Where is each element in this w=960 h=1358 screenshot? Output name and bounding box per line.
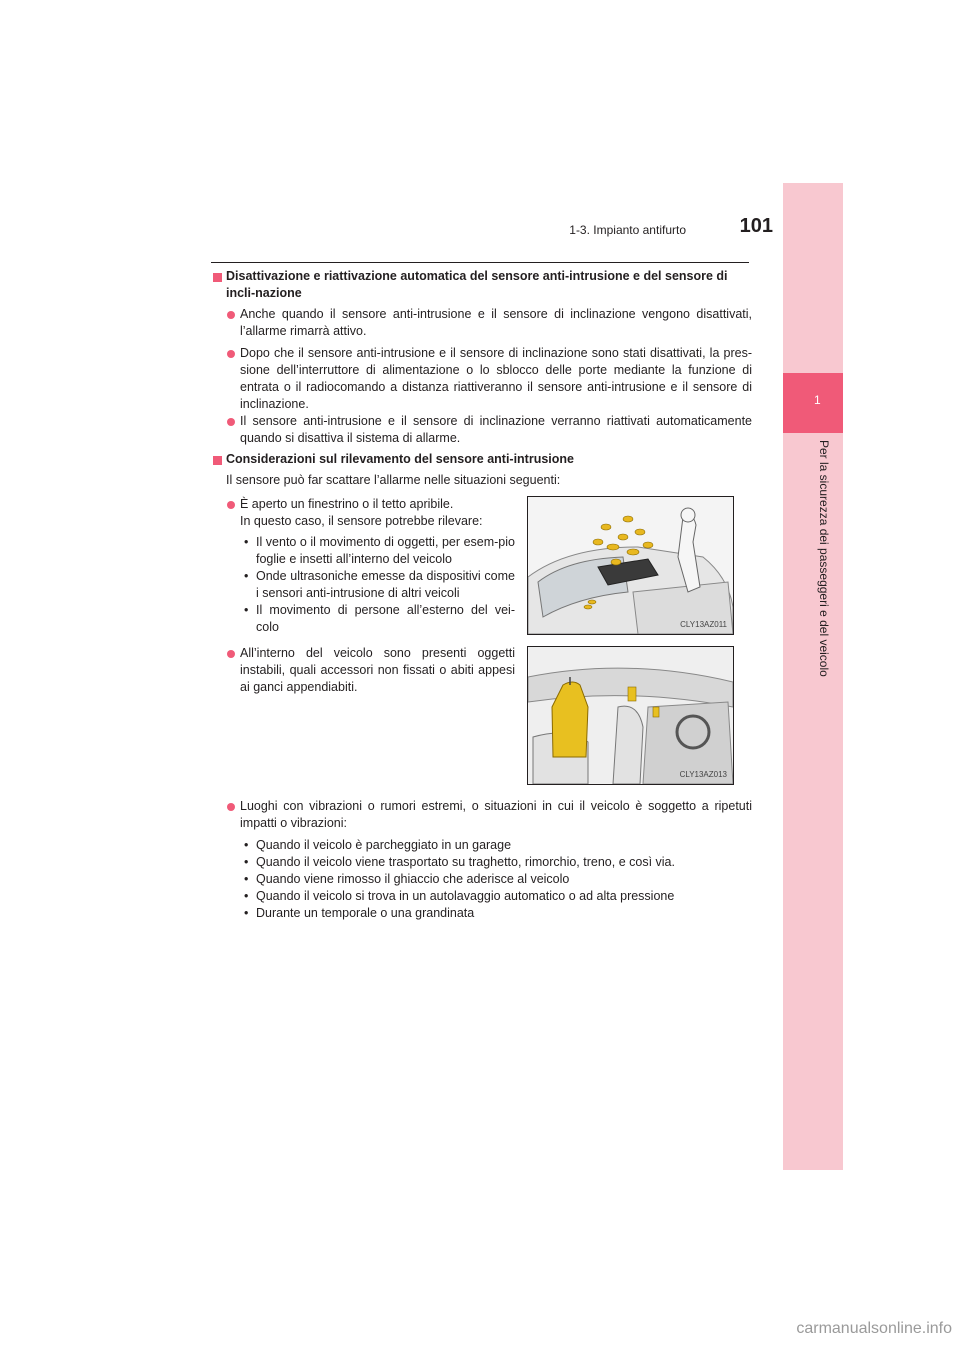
sub-bullet-marker: • (244, 603, 249, 617)
bullet-text: Luoghi con vibrazioni o rumori estremi, o situazioni in cui il veicolo è soggetto a ripetuti impatti o vibrazioni: (240, 799, 752, 830)
chapter-tab (783, 373, 843, 433)
sunroof-leaves-illustration (527, 496, 734, 635)
watermark: carmanualsonline.info (796, 1320, 952, 1337)
sub-bullet-marker: • (244, 872, 249, 886)
chapter-title: Per la sicurezza dei passeggeri e del veicolo (817, 440, 831, 677)
sub-bullet-text: Quando il veicolo si trova in un autolavaggio automatico o ad alta pressione (256, 889, 675, 903)
figure-code: CLY13AZ013 (679, 770, 727, 779)
car-sunroof-drawing (528, 497, 733, 634)
section-intro: Il sensore può far scattare l’allarme nelle situazioni seguenti: (226, 473, 561, 487)
bullet-icon (227, 311, 235, 319)
sub-bullet-text: Durante un temporale o una grandinata (256, 906, 475, 920)
bullet-text: Dopo che il sensore anti-intrusione e il sensore di inclinazione sono stati disattivati, la pres-sione dell’interruttore di alimentazione o lo sblocco delle porte mediante la funzione di entrata o il radiocomando a distanza riattiveranno il sensore anti-intrusione e il sensore di inclinazione. (240, 346, 752, 411)
sub-bullet-marker: • (244, 889, 249, 903)
bullet-text: All’interno del veicolo sono presenti oggetti instabili, quali accessori non fissati o abiti appesi ai ganci appendiabiti. (240, 646, 515, 694)
car-interior-drawing (528, 647, 733, 784)
chapter-number: 1 (814, 393, 821, 407)
bullet-text: In questo caso, il sensore potrebbe rilevare: (240, 514, 483, 528)
header-divider (211, 262, 749, 263)
page-number: 101 (739, 215, 773, 237)
bullet-text: Anche quando il sensore anti-intrusione e il sensore di inclinazione vengono disattivati, l’allarme rimarrà attivo. (240, 307, 752, 338)
sub-bullet-marker: • (244, 906, 249, 920)
sub-bullet-marker: • (244, 855, 249, 869)
sub-bullet-marker: • (244, 838, 249, 852)
bullet-icon (227, 418, 235, 426)
bullet-text: Il sensore anti-intrusione e il sensore di inclinazione verranno riattivati automaticamente quando si disattiva il sistema di allarme. (240, 414, 752, 445)
bullet-icon (227, 350, 235, 358)
section-square-icon (213, 456, 222, 465)
sub-bullet-text: Onde ultrasoniche emesse da dispositivi come i sensori anti-intrusione di altri veicoli (256, 569, 515, 600)
bullet-icon (227, 650, 235, 658)
sub-bullet-text: Il movimento di persone all’esterno del vei-colo (256, 603, 515, 634)
sub-bullet-text: Quando viene rimosso il ghiaccio che aderisce al veicolo (256, 872, 570, 886)
bullet-icon (227, 803, 235, 811)
sub-bullet-text: Quando il veicolo è parcheggiato in un garage (256, 838, 512, 852)
bullet-icon (227, 501, 235, 509)
section-square-icon (213, 273, 222, 282)
sub-bullet-marker: • (244, 535, 249, 549)
section-heading: Considerazioni sul rilevamento del sensore anti-intrusione (226, 452, 574, 466)
sub-bullet-marker: • (244, 569, 249, 583)
bullet-text: È aperto un finestrino o il tetto apribile. (240, 497, 454, 511)
section-title: 1-3. Impianto antifurto (569, 223, 686, 237)
figure-code: CLY13AZ011 (680, 620, 727, 629)
section-heading: Disattivazione e riattivazione automatica del sensore anti-intrusione e del sensore di incli-nazione (226, 269, 728, 300)
sub-bullet-text: Il vento o il movimento di oggetti, per esem-pio foglie e insetti all’interno del veicolo (256, 535, 515, 566)
interior-coat-illustration (527, 646, 734, 785)
sub-bullet-text: Quando il veicolo viene trasportato su traghetto, rimorchio, treno, e così via. (256, 855, 675, 869)
